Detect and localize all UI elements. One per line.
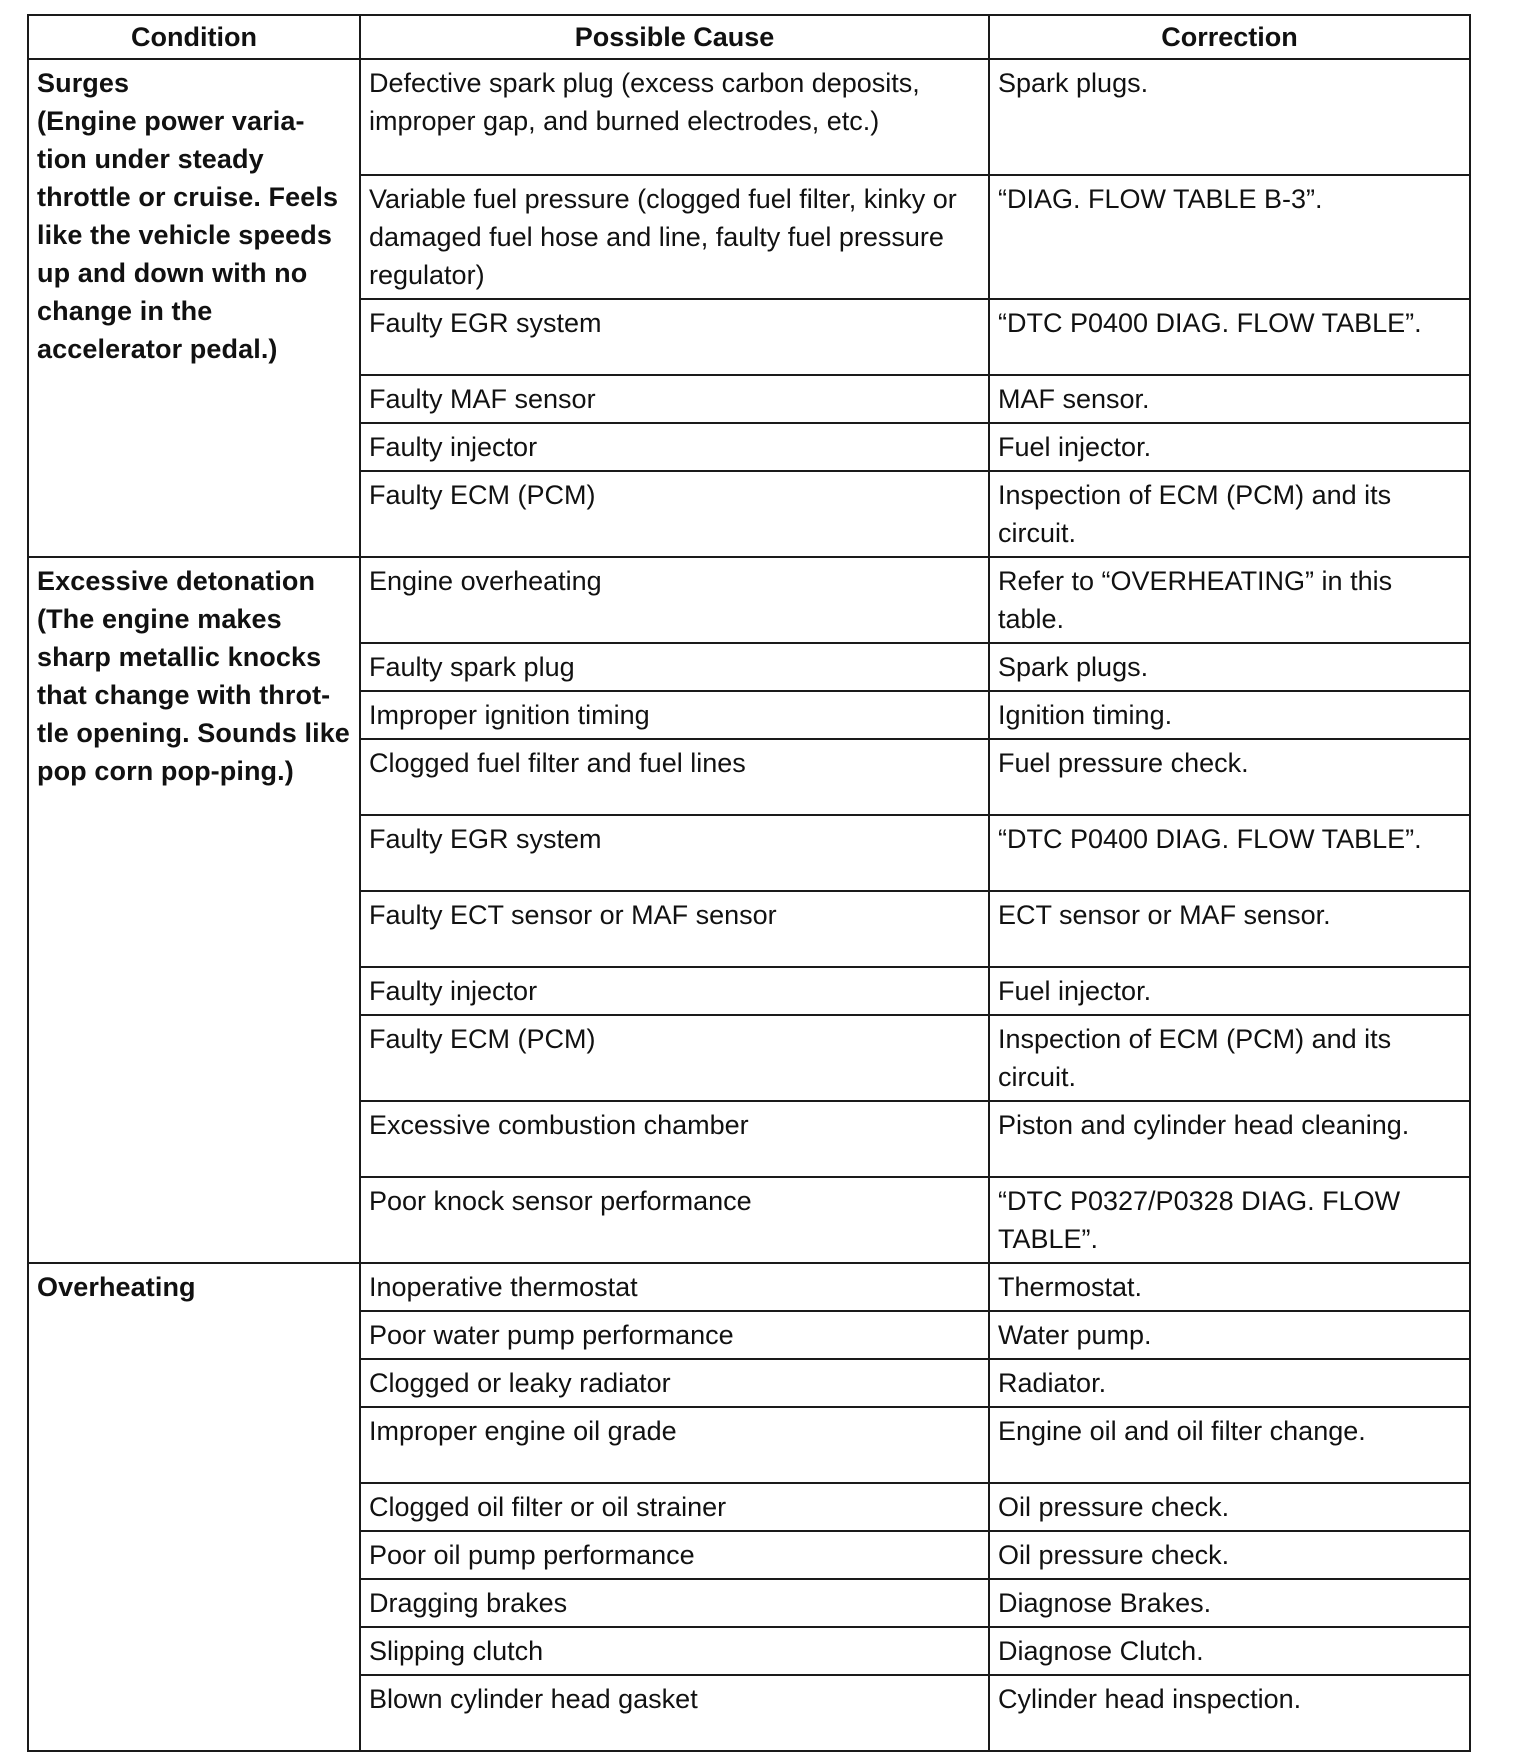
condition-cell-overheating bbox=[28, 1263, 360, 1751]
correction-cell: “DTC P0327/P0328 DIAG. FLOW TABLE”. bbox=[989, 1177, 1470, 1263]
diagnosis-table bbox=[27, 14, 1471, 1752]
correction-cell: Fuel pressure check. bbox=[989, 739, 1470, 815]
condition-cell-surges bbox=[28, 59, 360, 557]
cause-cell: Faulty injector bbox=[360, 967, 989, 1015]
correction-cell: ECT sensor or MAF sensor. bbox=[989, 891, 1470, 967]
correction-cell: Oil pressure check. bbox=[989, 1483, 1470, 1531]
correction-cell: Engine oil and oil filter change. bbox=[989, 1407, 1470, 1483]
correction-cell: Cylinder head inspection. bbox=[989, 1675, 1470, 1751]
cause-cell: Defective spark plug (excess carbon deposits, improper gap, and burned electrodes, etc.) bbox=[360, 59, 989, 175]
condition-cell-excessive-detonation bbox=[28, 557, 360, 1263]
table-row bbox=[28, 59, 1470, 175]
condition-title: Overheating bbox=[37, 1272, 196, 1302]
cause-cell: Faulty spark plug bbox=[360, 643, 989, 691]
correction-cell: Refer to “OVERHEATING” in this table. bbox=[989, 557, 1470, 643]
header-possible-cause: Possible Cause bbox=[360, 15, 989, 59]
correction-cell: MAF sensor. bbox=[989, 375, 1470, 423]
cause-cell: Excessive combustion chamber bbox=[360, 1101, 989, 1177]
header-condition: Condition bbox=[28, 15, 360, 59]
cause-cell: Improper ignition timing bbox=[360, 691, 989, 739]
correction-cell: Radiator. bbox=[989, 1359, 1470, 1407]
correction-cell: “DTC P0400 DIAG. FLOW TABLE”. bbox=[989, 815, 1470, 891]
cause-cell: Faulty EGR system bbox=[360, 815, 989, 891]
correction-cell: Inspection of ECM (PCM) and its circuit. bbox=[989, 1015, 1470, 1101]
condition-title: Surges bbox=[37, 68, 130, 98]
correction-cell: Inspection of ECM (PCM) and its circuit. bbox=[989, 471, 1470, 557]
correction-cell: Oil pressure check. bbox=[989, 1531, 1470, 1579]
correction-cell: Fuel injector. bbox=[989, 423, 1470, 471]
correction-cell: “DTC P0400 DIAG. FLOW TABLE”. bbox=[989, 299, 1470, 375]
condition-description: (Engine power varia-tion under steady throttle or cruise. Feels like the vehicle speeds up and down with no change in the accelerator pedal.) bbox=[37, 106, 339, 364]
correction-cell: Water pump. bbox=[989, 1311, 1470, 1359]
condition-title: Excessive detonation bbox=[37, 566, 316, 596]
cause-cell: Poor oil pump performance bbox=[360, 1531, 989, 1579]
correction-cell: Thermostat. bbox=[989, 1263, 1470, 1311]
header-row bbox=[28, 15, 1470, 59]
correction-cell: Diagnose Brakes. bbox=[989, 1579, 1470, 1627]
cause-cell: Clogged oil filter or oil strainer bbox=[360, 1483, 989, 1531]
table-row bbox=[28, 1263, 1470, 1311]
cause-cell: Faulty EGR system bbox=[360, 299, 989, 375]
correction-cell: “DIAG. FLOW TABLE B-3”. bbox=[989, 175, 1470, 299]
cause-cell: Poor knock sensor performance bbox=[360, 1177, 989, 1263]
cause-cell: Variable fuel pressure (clogged fuel filter, kinky or damaged fuel hose and line, faulty fuel pressure regulator) bbox=[360, 175, 989, 299]
correction-cell: Piston and cylinder head cleaning. bbox=[989, 1101, 1470, 1177]
cause-cell: Clogged or leaky radiator bbox=[360, 1359, 989, 1407]
cause-cell: Blown cylinder head gasket bbox=[360, 1675, 989, 1751]
cause-cell: Faulty MAF sensor bbox=[360, 375, 989, 423]
cause-cell: Improper engine oil grade bbox=[360, 1407, 989, 1483]
cause-cell: Slipping clutch bbox=[360, 1627, 989, 1675]
cause-cell: Faulty ECM (PCM) bbox=[360, 1015, 989, 1101]
condition-description: (The engine makes sharp metallic knocks that change with throt-tle opening. Sounds like pop corn pop-ping.) bbox=[37, 604, 350, 786]
correction-cell: Spark plugs. bbox=[989, 59, 1470, 175]
table-row bbox=[28, 557, 1470, 643]
correction-cell: Fuel injector. bbox=[989, 967, 1470, 1015]
cause-cell: Clogged fuel filter and fuel lines bbox=[360, 739, 989, 815]
correction-cell: Ignition timing. bbox=[989, 691, 1470, 739]
header-correction: Correction bbox=[989, 15, 1470, 59]
cause-cell: Inoperative thermostat bbox=[360, 1263, 989, 1311]
correction-cell: Spark plugs. bbox=[989, 643, 1470, 691]
cause-cell: Faulty injector bbox=[360, 423, 989, 471]
cause-cell: Faulty ECM (PCM) bbox=[360, 471, 989, 557]
cause-cell: Faulty ECT sensor or MAF sensor bbox=[360, 891, 989, 967]
correction-cell: Diagnose Clutch. bbox=[989, 1627, 1470, 1675]
cause-cell: Dragging brakes bbox=[360, 1579, 989, 1627]
cause-cell: Engine overheating bbox=[360, 557, 989, 643]
cause-cell: Poor water pump performance bbox=[360, 1311, 989, 1359]
